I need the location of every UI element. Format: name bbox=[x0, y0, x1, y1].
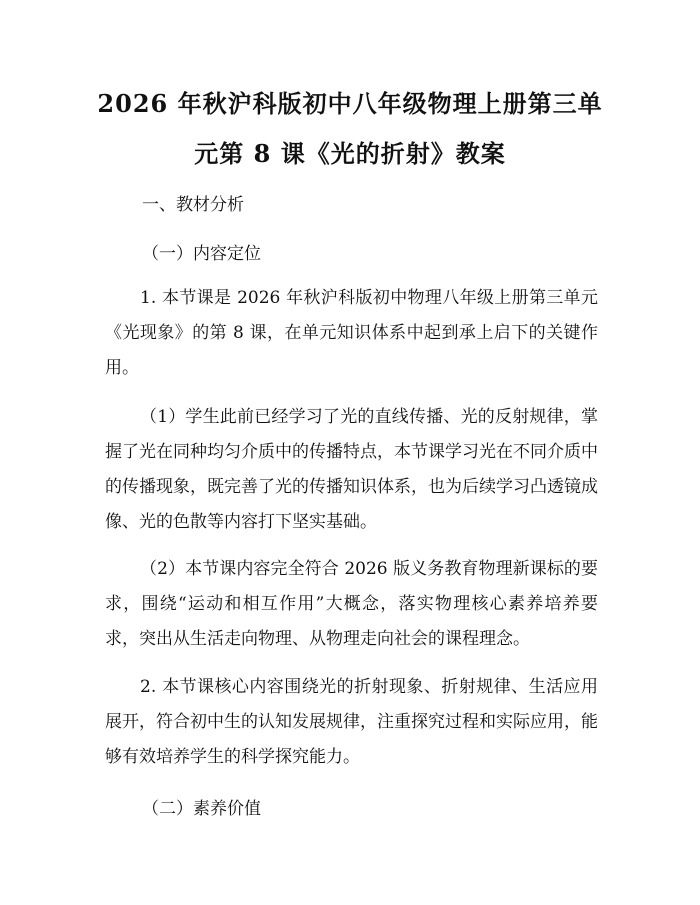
section-heading-textbook-analysis: 一、教材分析 bbox=[142, 195, 244, 215]
document-title-line-1: 2026 年秋沪科版初中八年级物理上册第三单 bbox=[97, 89, 603, 118]
paragraph-core-content: 2. 本节课核心内容围绕光的折射现象、折射规律、生活应用展开，符合初中生的认知发展规律，注重探究过程和实际应用，能够有效培养学生的科学探究能力。 bbox=[105, 677, 598, 767]
subsection-heading-content-positioning: （一）内容定位 bbox=[142, 244, 261, 264]
paragraph-lesson-position: 1. 本节课是 2026 年秋沪科版初中物理八年级上册第三单元《光现象》的第 8 课，在单元知识体系中起到承上启下的关键作用。 bbox=[105, 288, 598, 378]
subsection-heading-literacy-value: （二）素养价值 bbox=[142, 799, 261, 819]
document-title-line-2: 元第 8 课《光的折射》教案 bbox=[194, 139, 506, 168]
paragraph-curriculum-standard: （2）本节课内容完全符合 2026 版义务教育物理新课标的要求，围绕“运动和相互作用”大概念，落实物理核心素养培养要求，突出从生活走向物理、从物理走向社会的课程理念。 bbox=[105, 559, 598, 649]
paragraph-prior-knowledge: （1）学生此前已经学习了光的直线传播、光的反射规律，掌握了光在同种均匀介质中的传播特点，本节课学习光在不同介质中的传播现象，既完善了光的传播知识体系，也为后续学习凸透镜成像、光的色散等内容打下坚实基础。 bbox=[105, 407, 598, 532]
